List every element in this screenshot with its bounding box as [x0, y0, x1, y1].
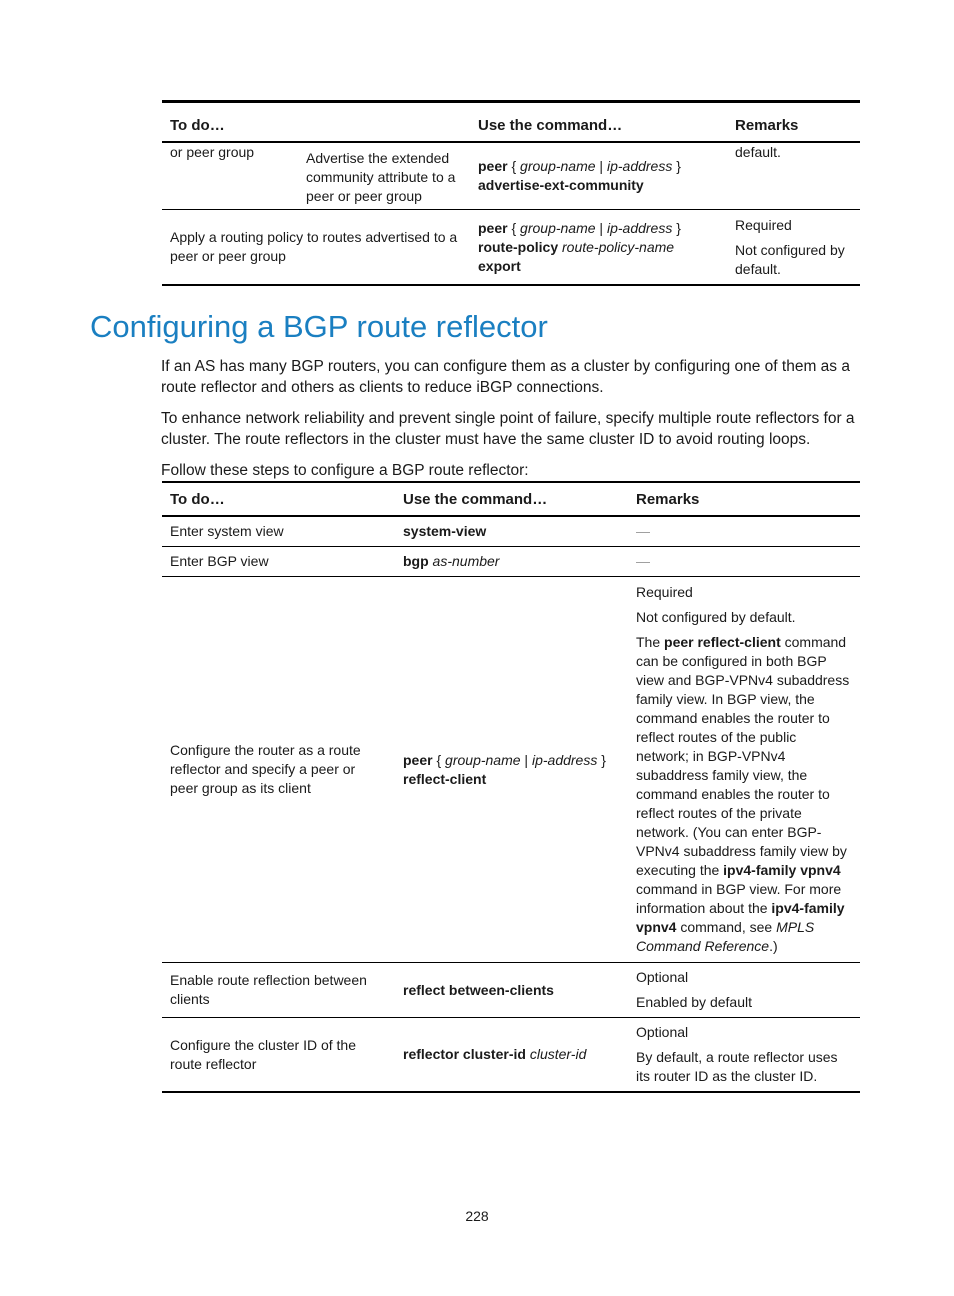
table-cell-todo: Enter BGP view: [162, 547, 395, 577]
table-cell-subtask: Advertise the extended community attribute to a peer or peer group: [306, 150, 456, 204]
remark-line: Enabled by default: [636, 994, 752, 1010]
cmd-brace: {: [507, 158, 521, 174]
cmd-arg: group-name: [520, 158, 596, 174]
column-header-todo: To do…: [162, 102, 470, 143]
remark-text: command can be configured in both BGP view and BGP-VPNv4 subaddress family view. In BGP view, the command enables the router to reflect routes of the public network; in BGP-VPNv4 subaddress family view, the command enables the router to reflect routes of the private network. (You can enter BGP-VPNv4 subaddress family view by executing the: [636, 634, 850, 878]
table-cell-command: [395, 577, 628, 963]
table-cell-todo: Apply a routing policy to routes advertised to a peer or peer group: [162, 210, 470, 286]
cmd-brace: }: [672, 219, 681, 236]
section-heading: Configuring a BGP route reflector: [90, 309, 548, 344]
table-cell-remarks: —: [636, 523, 650, 539]
cmd-keyword: peer: [478, 219, 508, 236]
cmd-pipe: |: [595, 219, 607, 236]
remark-paragraph: [636, 633, 852, 956]
table-row: [162, 142, 860, 210]
remark-line: Optional: [636, 969, 689, 985]
cmd-brace: {: [432, 751, 446, 768]
cmd-arg: group-name: [445, 751, 521, 768]
cmd-arg: cluster-id: [529, 1046, 587, 1062]
cmd-keyword: peer: [478, 158, 508, 174]
table-cell-command: [470, 142, 727, 210]
cmd-keyword: bgp: [403, 553, 429, 569]
cmd-arg: ip-address: [606, 158, 673, 174]
cmd-keyword: reflect-client: [403, 770, 487, 787]
column-header-remarks: Remarks: [727, 102, 860, 143]
cmd-pipe: |: [595, 158, 607, 174]
cmd-pipe: |: [520, 751, 532, 768]
cmd-arg: ip-address: [531, 751, 598, 768]
table-cell-command: [395, 963, 628, 1018]
cmd-keyword: advertise-ext-community: [478, 177, 644, 193]
cmd-keyword: route-policy: [478, 238, 559, 255]
paragraph: To enhance network reliability and prevent single point of failure, specify multiple route reflectors for a cluster. The route reflectors in the cluster must have the same cluster ID to avoid routing loops.: [161, 410, 855, 448]
column-header-todo: To do…: [162, 482, 395, 516]
paragraph: Follow these steps to configure a BGP route reflector:: [161, 462, 529, 479]
table-cell-remarks: [628, 577, 860, 963]
table-row: [162, 963, 860, 1018]
table-cell-remarks: [727, 210, 860, 286]
remark-line: Required: [735, 216, 792, 233]
table-row: [162, 577, 860, 963]
command-table: [162, 481, 860, 1093]
table-cell-command: [395, 1018, 628, 1093]
table-row: [162, 547, 860, 577]
cmd-arg: route-policy-name: [562, 238, 675, 255]
table-cell-todo: Configure the router as a route reflector and specify a peer or peer group as its client: [162, 577, 395, 963]
remark-line: By default, a route reflector uses its router ID as the cluster ID.: [636, 1049, 838, 1084]
cmd-brace: }: [672, 158, 681, 174]
remark-line: Not configured by default.: [636, 609, 796, 625]
column-header-command: Use the command…: [470, 102, 727, 143]
column-header-remarks: Remarks: [628, 482, 860, 516]
command-table-continued: [162, 100, 860, 286]
remark-command: peer reflect-client: [664, 634, 781, 650]
cmd-brace: {: [507, 219, 521, 236]
table-cell-remarks: —: [628, 547, 860, 577]
cmd-arg: group-name: [520, 219, 596, 236]
table-cell-command: [470, 210, 727, 286]
remark-text: command in BGP view. For more information about the: [636, 881, 842, 916]
table-row: [162, 516, 860, 547]
remark-line: Optional: [636, 1024, 689, 1040]
cmd-keyword: system-view: [403, 523, 487, 539]
table-cell-command: [395, 547, 628, 577]
remark-text: The: [636, 634, 665, 650]
remark-text: command, see: [676, 919, 777, 935]
table-row: [162, 1018, 860, 1093]
paragraph: If an AS has many BGP routers, you can configure them as a cluster by configuring one of them as a route reflector and others as clients to reduce iBGP connections.: [161, 358, 850, 396]
cmd-arg: as-number: [432, 553, 500, 569]
remark-command: ipv4-family vpnv4: [636, 900, 845, 935]
table-cell-remarks: [628, 963, 860, 1018]
cmd-arg: ip-address: [606, 219, 673, 236]
remark-reference: MPLS Command Reference: [636, 919, 815, 954]
column-header-command: Use the command…: [395, 482, 628, 516]
table-cell-todo: Configure the cluster ID of the route reflector: [162, 1018, 395, 1093]
table-cell-todo: or peer group: [170, 144, 255, 160]
remark-line: Not configured by default.: [735, 241, 845, 277]
remark-text: .): [769, 938, 778, 954]
table-cell-command: [395, 516, 628, 547]
cmd-keyword: reflector cluster-id: [403, 1046, 526, 1062]
table-cell-todo: Enter system view: [170, 523, 284, 539]
cmd-keyword: export: [478, 257, 521, 274]
cmd-keyword: reflect between-clients: [403, 981, 554, 998]
table-header-row: [162, 482, 860, 516]
table-row: [162, 210, 860, 286]
table-cell-remarks: default.: [735, 144, 781, 160]
table-cell-remarks: [628, 1018, 860, 1093]
cmd-brace: }: [597, 751, 606, 768]
page-number: 228: [465, 1208, 489, 1224]
remark-command: ipv4-family vpnv4: [723, 862, 841, 878]
remark-line: Required: [636, 584, 693, 600]
cmd-keyword: peer: [403, 751, 433, 768]
table-header-row: [162, 102, 860, 143]
table-cell-todo: Enable route reflection between clients: [162, 963, 395, 1018]
